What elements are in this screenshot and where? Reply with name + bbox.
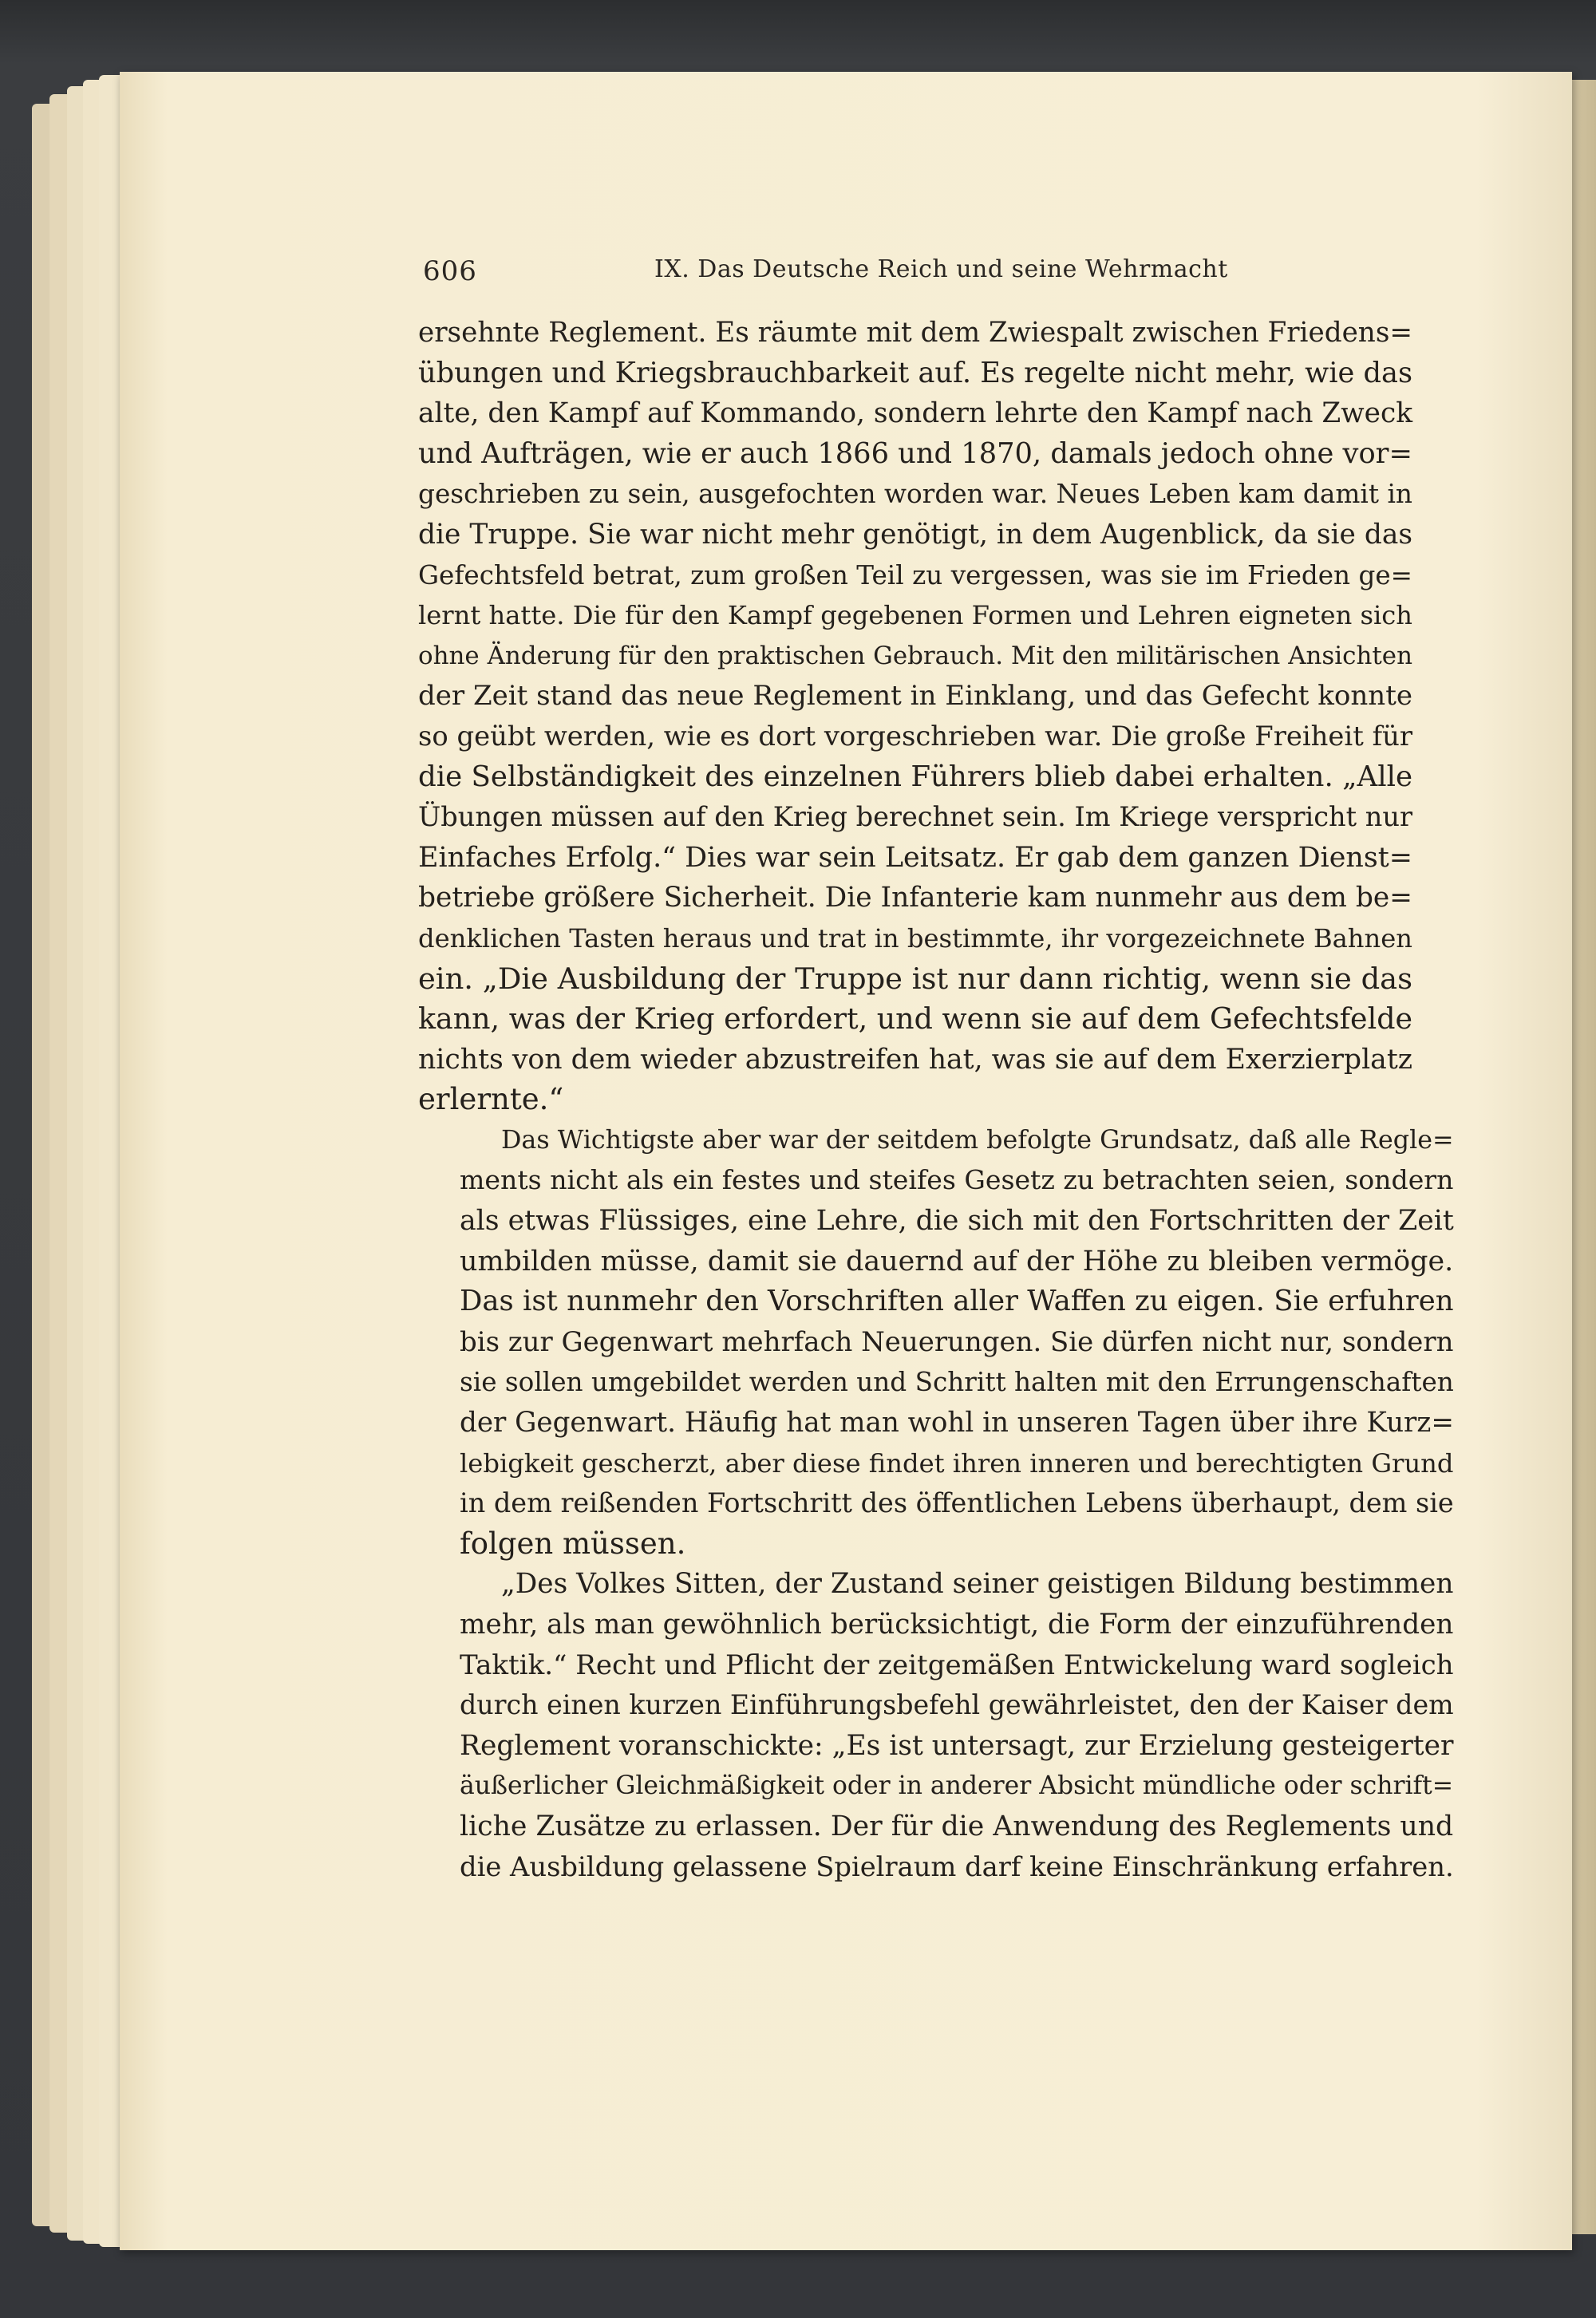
paragraph bbox=[418, 1564, 1454, 1887]
text-line: Einfaches Erfolg.“ Dies war sein Leitsatz. Er gab dem ganzen Dienst= bbox=[418, 841, 1412, 874]
text-line: Gefechtsfeld betrat, zum großen Teil zu vergessen, was sie im Frieden ge= bbox=[418, 559, 1412, 590]
text-line: äußerlicher Gleichmäßigkeit oder in anderer Absicht mündliche oder schrift= bbox=[460, 1771, 1454, 1801]
text-line: alte, den Kampf auf Kommando, sondern lehrte den Kampf nach Zweck bbox=[418, 397, 1412, 430]
text-line: in dem reißenden Fortschritt des öffentlichen Lebens überhaupt, dem sie bbox=[460, 1487, 1454, 1519]
text-line: der Gegenwart. Häufig hat man wohl in unseren Tagen über ihre Kurz= bbox=[460, 1407, 1454, 1439]
text-line: die Truppe. Sie war nicht mehr genötigt, in dem Augenblick, da sie das bbox=[418, 518, 1412, 551]
running-head-title: IX. Das Deutsche Reich und seine Wehrmacht bbox=[654, 255, 1228, 283]
text-line: betriebe größere Sicherheit. Die Infanterie kam nunmehr aus dem be= bbox=[418, 882, 1412, 914]
paragraph bbox=[418, 1120, 1454, 1565]
text-line: folgen müssen. bbox=[460, 1526, 686, 1561]
text-line: ohne Änderung für den praktischen Gebrauch. Mit den militärischen Ansichten bbox=[418, 641, 1412, 670]
text-line: nichts von dem wieder abzustreifen hat, was sie auf dem Exerzierplatz bbox=[418, 1043, 1412, 1076]
text-line: übungen und Kriegsbrauchbarkeit auf. Es regelte nicht mehr, wie das bbox=[418, 356, 1412, 389]
text-line: lebigkeit gescherzt, aber diese findet ihren inneren und berechtigten Grund bbox=[460, 1447, 1454, 1479]
text-line: erlernte.“ bbox=[418, 1082, 564, 1117]
text-line: als etwas Flüssiges, eine Lehre, die sich mit den Fortschritten der Zeit bbox=[460, 1205, 1454, 1238]
text-line: umbilden müsse, damit sie dauernd auf der Höhe zu bleiben vermöge. bbox=[460, 1245, 1454, 1277]
text-line: „Des Volkes Sitten, der Zustand seiner geistigen Bildung bestimmen bbox=[501, 1568, 1454, 1601]
text-line: die Ausbildung gelassene Spielraum darf keine Einschränkung erfahren. bbox=[460, 1850, 1454, 1882]
paragraph bbox=[418, 313, 1412, 1120]
text-line: ein. „Die Ausbildung der Truppe ist nur dann richtig, wenn sie das bbox=[418, 961, 1412, 996]
text-line: ments nicht als ein festes und steifes Gesetz zu betrachten seien, sondern bbox=[460, 1164, 1454, 1196]
text-line: so geübt werden, wie es dort vorgeschrieben war. Die große Freiheit für bbox=[418, 720, 1412, 752]
text-line: durch einen kurzen Einführungsbefehl gewährleistet, den der Kaiser dem bbox=[460, 1689, 1454, 1721]
text-line: Übungen müssen auf den Krieg berechnet sein. Im Kriege verspricht nur bbox=[418, 801, 1412, 833]
body-text bbox=[418, 313, 1454, 1887]
text-line: lernt hatte. Die für den Kampf gegebenen Formen und Lehren eigneten sich bbox=[418, 600, 1412, 631]
text-line: denklichen Tasten heraus und trat in bestimmte, ihr vorgezeichnete Bahnen bbox=[418, 922, 1412, 954]
text-line: Reglement voranschickte: „Es ist untersagt, zur Erzielung gesteigerter bbox=[460, 1729, 1454, 1762]
text-line: mehr, als man gewöhnlich berücksichtigt, die Form der einzuführenden bbox=[460, 1609, 1454, 1641]
text-line: Taktik.“ Recht und Pflicht der zeitgemäßen Entwickelung ward sogleich bbox=[460, 1649, 1454, 1681]
text-line: Das ist nunmehr den Vorschriften aller Waffen zu eigen. Sie erfuhren bbox=[460, 1285, 1454, 1318]
text-line: bis zur Gegenwart mehrfach Neuerungen. Sie dürfen nicht nur, sondern bbox=[460, 1325, 1454, 1358]
text-line: die Selbständigkeit des einzelnen Führers blieb dabei erhalten. „Alle bbox=[418, 760, 1412, 793]
running-head bbox=[423, 255, 1428, 295]
text-line: und Aufträgen, wie er auch 1866 und 1870, damals jedoch ohne vor= bbox=[418, 436, 1412, 470]
text-line: Das Wichtigste aber war der seitdem befolgte Grundsatz, daß alle Regle= bbox=[501, 1125, 1454, 1155]
text-line: sie sollen umgebildet werden und Schritt halten mit den Errungenschaften bbox=[460, 1367, 1454, 1398]
text-line: kann, was der Krieg erfordert, und wenn sie auf dem Gefechtsfelde bbox=[418, 1001, 1412, 1037]
text-line: ersehnte Reglement. Es räumte mit dem Zwiespalt zwischen Friedens= bbox=[418, 317, 1412, 349]
text-line: geschrieben zu sein, ausgefochten worden war. Neues Leben kam damit in bbox=[418, 479, 1412, 510]
text-line: der Zeit stand das neue Reglement in Einklang, und das Gefecht konnte bbox=[418, 680, 1412, 713]
page-number: 606 bbox=[423, 255, 477, 287]
text-line: liche Zusätze zu erlassen. Der für die Anwendung des Reglements und bbox=[460, 1810, 1454, 1842]
